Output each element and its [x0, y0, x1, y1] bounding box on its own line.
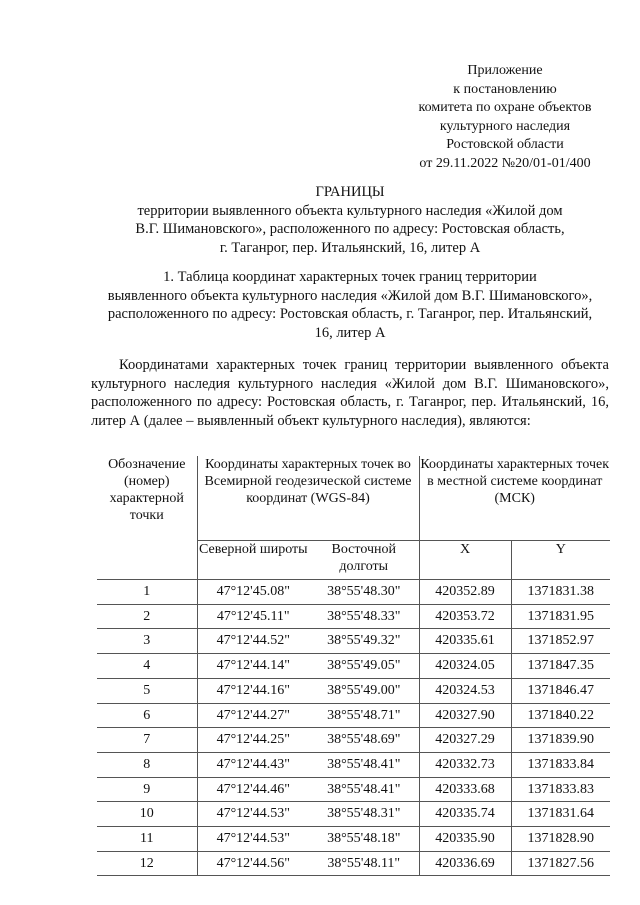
- longitude-cell: 38°55'48.30": [309, 580, 419, 605]
- point-number-cell: 4: [97, 654, 197, 679]
- header-y: Y: [511, 541, 610, 580]
- x-coordinate-cell: 420327.29: [419, 728, 511, 753]
- paragraph-line: литер А (далее – выявленный объект культурного наследия), являются:: [91, 412, 531, 429]
- y-coordinate-cell: 1371831.95: [511, 604, 610, 629]
- heading-line: г. Таганрог, пер. Итальянский, 16, литер А: [219, 239, 481, 256]
- x-coordinate-cell: 420335.61: [419, 629, 511, 654]
- table-body: [97, 580, 610, 876]
- x-coordinate-cell: 420332.73: [419, 752, 511, 777]
- section-line: 1. Таблица координат характерных точек границ территории: [163, 269, 537, 285]
- header-msk: Координаты характерных точек в местной системе координат (МСК): [419, 456, 610, 541]
- y-coordinate-cell: 1371828.90: [511, 827, 610, 852]
- header-north-latitude: Северной широты: [197, 541, 309, 580]
- table-row: [97, 851, 610, 876]
- latitude-cell: 47°12'44.14": [197, 654, 309, 679]
- longitude-cell: 38°55'48.69": [309, 728, 419, 753]
- y-coordinate-cell: 1371827.56: [511, 851, 610, 876]
- point-number-cell: 7: [97, 728, 197, 753]
- section-line: расположенного по адресу: Ростовская область, г. Таганрог, пер. Итальянский,: [107, 306, 593, 322]
- table-row: [97, 777, 610, 802]
- longitude-cell: 38°55'49.05": [309, 654, 419, 679]
- x-coordinate-cell: 420324.53: [419, 678, 511, 703]
- table-row: [97, 580, 610, 605]
- latitude-cell: 47°12'44.53": [197, 827, 309, 852]
- longitude-cell: 38°55'48.11": [309, 851, 419, 876]
- table-row: [97, 728, 610, 753]
- latitude-cell: 47°12'44.56": [197, 851, 309, 876]
- x-coordinate-cell: 420335.90: [419, 827, 511, 852]
- longitude-cell: 38°55'48.18": [309, 827, 419, 852]
- paragraph-line: расположенного по адресу: Ростовская область, г. Таганрог, пер. Итальянский, 16,: [91, 394, 609, 410]
- intro-paragraph: [91, 356, 609, 430]
- table-row: [97, 678, 610, 703]
- latitude-cell: 47°12'44.25": [197, 728, 309, 753]
- point-number-cell: 11: [97, 827, 197, 852]
- latitude-cell: 47°12'44.46": [197, 777, 309, 802]
- longitude-cell: 38°55'48.33": [309, 604, 419, 629]
- table-row: [97, 703, 610, 728]
- appendix-line: культурного наследия: [439, 118, 571, 134]
- longitude-cell: 38°55'48.71": [309, 703, 419, 728]
- table-row: [97, 752, 610, 777]
- heading-line: территории выявленного объекта культурного наследия «Жилой дом: [137, 202, 563, 219]
- appendix-line: от 29.11.2022 №20/01-01/400: [419, 155, 591, 171]
- longitude-cell: 38°55'48.31": [309, 802, 419, 827]
- y-coordinate-cell: 1371846.47: [511, 678, 610, 703]
- y-coordinate-cell: 1371847.35: [511, 654, 610, 679]
- x-coordinate-cell: 420335.74: [419, 802, 511, 827]
- y-coordinate-cell: 1371839.90: [511, 728, 610, 753]
- coordinates-table: [97, 456, 610, 876]
- x-coordinate-cell: 420353.72: [419, 604, 511, 629]
- appendix-line: комитета по охране объектов: [418, 100, 592, 115]
- appendix-line: Ростовской области: [446, 137, 564, 152]
- y-coordinate-cell: 1371840.22: [511, 703, 610, 728]
- longitude-cell: 38°55'48.41": [309, 777, 419, 802]
- point-number-cell: 1: [97, 580, 197, 605]
- latitude-cell: 47°12'44.43": [197, 752, 309, 777]
- longitude-cell: 38°55'48.41": [309, 752, 419, 777]
- paragraph-line: культурного наследия культурного наследия «Жилой дом В.Г. Шимановского»,: [91, 375, 609, 392]
- document-heading: [60, 183, 640, 257]
- latitude-cell: 47°12'44.53": [197, 802, 309, 827]
- latitude-cell: 47°12'44.52": [197, 629, 309, 654]
- section-line: 16, литер А: [314, 324, 386, 341]
- appendix-header: [400, 62, 610, 173]
- latitude-cell: 47°12'44.16": [197, 678, 309, 703]
- table-row: [97, 654, 610, 679]
- point-number-cell: 10: [97, 802, 197, 827]
- x-coordinate-cell: 420352.89: [419, 580, 511, 605]
- table-row: [97, 604, 610, 629]
- y-coordinate-cell: 1371831.38: [511, 580, 610, 605]
- x-coordinate-cell: 420333.68: [419, 777, 511, 802]
- table-header-row: [97, 456, 610, 541]
- point-number-cell: 5: [97, 678, 197, 703]
- section-title: [60, 268, 640, 342]
- table-row: [97, 802, 610, 827]
- y-coordinate-cell: 1371831.64: [511, 802, 610, 827]
- y-coordinate-cell: 1371833.84: [511, 752, 610, 777]
- x-coordinate-cell: 420327.90: [419, 703, 511, 728]
- point-number-cell: 6: [97, 703, 197, 728]
- table-row: [97, 827, 610, 852]
- longitude-cell: 38°55'49.32": [309, 629, 419, 654]
- header-point-number: Обозначение (номер) характерной точки: [97, 456, 197, 580]
- point-number-cell: 2: [97, 604, 197, 629]
- header-wgs84: Координаты характерных точек во Всемирной геодезической системе координат (WGS-84): [197, 456, 419, 541]
- longitude-cell: 38°55'49.00": [309, 678, 419, 703]
- document-title: ГРАНИЦЫ: [315, 184, 385, 200]
- appendix-line: к постановлению: [453, 81, 557, 97]
- point-number-cell: 8: [97, 752, 197, 777]
- appendix-line: Приложение: [467, 63, 543, 78]
- latitude-cell: 47°12'45.11": [197, 604, 309, 629]
- x-coordinate-cell: 420336.69: [419, 851, 511, 876]
- point-number-cell: 3: [97, 629, 197, 654]
- y-coordinate-cell: 1371852.97: [511, 629, 610, 654]
- heading-line: В.Г. Шимановского», расположенного по адресу: Ростовская область,: [135, 221, 565, 237]
- y-coordinate-cell: 1371833.83: [511, 777, 610, 802]
- header-east-longitude: Восточной долготы: [309, 541, 419, 580]
- paragraph-line: Координатами характерных точек границ территории выявленного объекта: [119, 357, 609, 373]
- point-number-cell: 12: [97, 851, 197, 876]
- section-line: выявленного объекта культурного наследия «Жилой дом В.Г. Шимановского»,: [107, 287, 593, 304]
- x-coordinate-cell: 420324.05: [419, 654, 511, 679]
- point-number-cell: 9: [97, 777, 197, 802]
- header-x: X: [419, 541, 511, 580]
- latitude-cell: 47°12'44.27": [197, 703, 309, 728]
- latitude-cell: 47°12'45.08": [197, 580, 309, 605]
- table-row: [97, 629, 610, 654]
